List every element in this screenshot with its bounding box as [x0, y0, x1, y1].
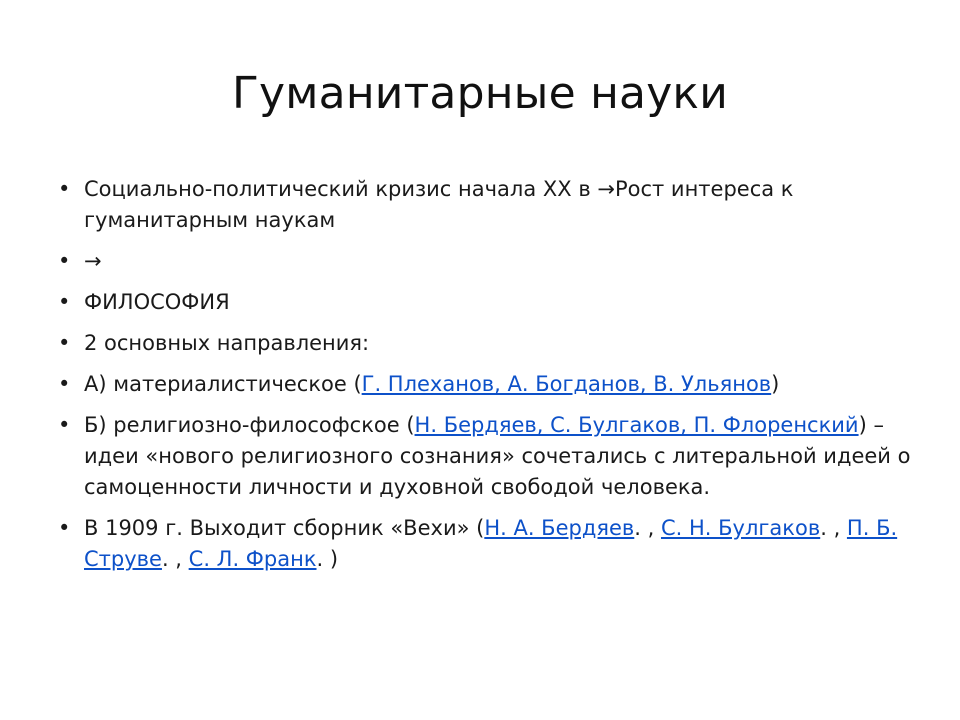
list-item: [58, 174, 914, 236]
bulgakov-link[interactable]: С. Н. Булгаков: [660, 516, 821, 540]
separator: . ,: [820, 516, 847, 540]
bullet-text: →: [84, 249, 102, 273]
bullet-icon: [58, 246, 76, 277]
materialist-authors-link[interactable]: Г. Плеханов, А. Богданов, В. Ульянов: [361, 372, 772, 396]
list-item: [58, 410, 914, 503]
berdyaev-link[interactable]: Н. А. Бердяев: [484, 516, 635, 540]
bullet-icon: [58, 328, 76, 359]
frank-link[interactable]: С. Л. Франк: [188, 547, 317, 571]
bullet-icon: [58, 287, 76, 318]
bullet-text: 2 основных направления:: [84, 331, 370, 355]
bullet-icon: [58, 513, 76, 544]
bullet-list: [58, 174, 914, 585]
separator: . ,: [161, 547, 189, 571]
separator: . ,: [634, 516, 661, 540]
bullet-text-prefix: А) материалистическое (: [84, 372, 362, 396]
bullet-text-suffix: . ): [316, 547, 339, 571]
list-item: [58, 287, 914, 318]
bullet-text-suffix: ) – идеи «нового религиозного сознания» сочетались с литеральной идеей о самоценности личности и духовной свободой человека.: [84, 413, 911, 499]
list-item: [58, 369, 914, 400]
bullet-text-suffix: ): [771, 372, 780, 396]
bullet-text-prefix: В 1909 г. Выходит сборник «Вехи» (: [84, 516, 485, 540]
bullet-icon: [58, 410, 76, 441]
bullet-text-prefix: Б) религиозно-философское (: [84, 413, 415, 437]
list-item: [58, 513, 914, 575]
list-item: [58, 246, 914, 277]
bullet-icon: [58, 174, 76, 205]
bullet-icon: [58, 369, 76, 400]
religious-authors-link[interactable]: Н. Бердяев, С. Булгаков, П. Флоренский: [414, 413, 859, 437]
bullet-text: ФИЛОСОФИЯ: [84, 290, 230, 314]
slide-title: Гуманитарные науки: [231, 68, 729, 119]
struve-link[interactable]: П. Б. Струве: [84, 516, 898, 571]
bullet-text: Социально-политический кризис начала XX в →Рост интереса к гуманитарным наукам: [84, 177, 794, 232]
list-item: [58, 328, 914, 359]
